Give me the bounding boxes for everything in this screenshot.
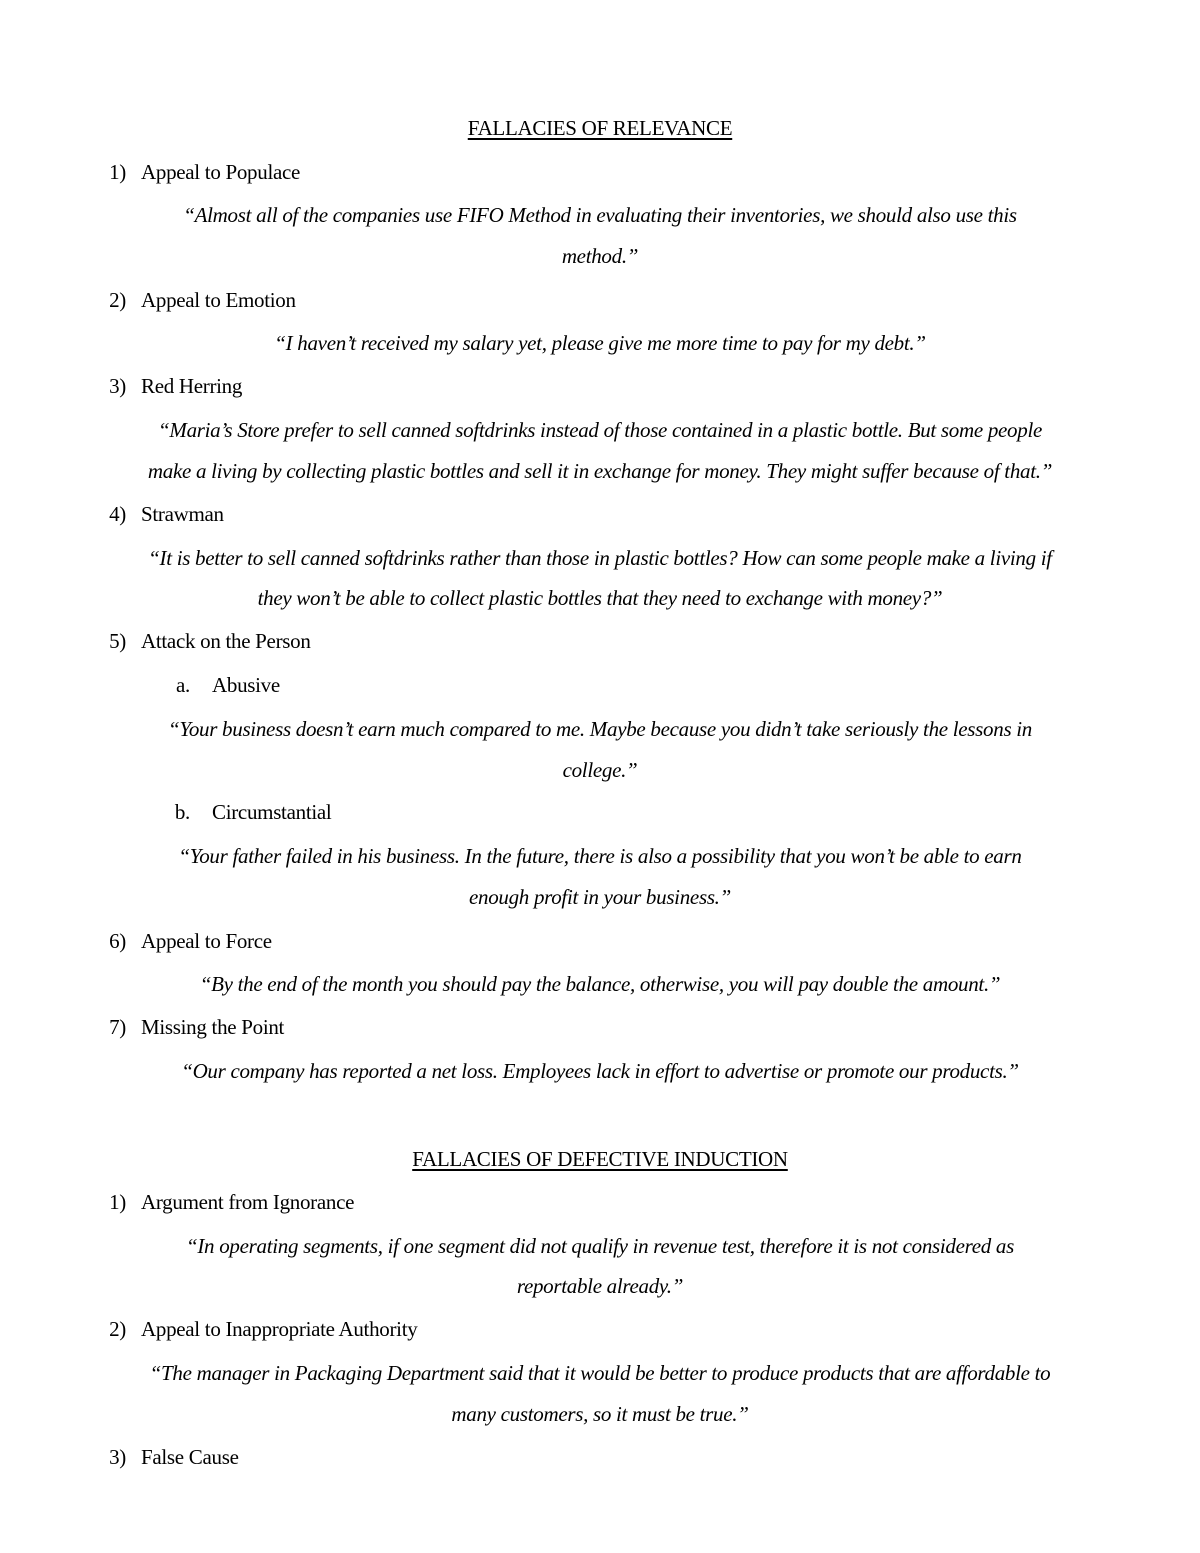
item-number: 3) [109,374,126,398]
example-quote-line: college.” [562,758,638,782]
example-quote-line: “Your father failed in his business. In the future, there is also a possibility that you won’t be able to earn [178,844,1022,868]
subitem-label: Abusive [212,673,280,697]
item-number: 7) [109,1015,126,1039]
item-label: Attack on the Person [141,629,311,653]
item-number: 4) [109,502,126,526]
example-quote-line: “Maria’s Store prefer to sell canned softdrinks instead of those contained in a plastic bottle. But some people [158,418,1042,442]
item-label: Red Herring [141,374,243,398]
subitem-letter: b. [174,800,190,824]
example-quote-line: “Almost all of the companies use FIFO Method in evaluating their inventories, we should also use this [183,203,1017,227]
section-heading: FALLACIES OF RELEVANCE [467,116,733,140]
item-label: Appeal to Emotion [141,288,296,312]
item-number: 3) [109,1445,126,1469]
item-label: Missing the Point [141,1015,285,1039]
example-quote-line: method.” [561,244,639,268]
item-number: 5) [109,629,126,653]
subitem-letter: a. [176,673,190,697]
example-quote-line: “Our company has reported a net loss. Employees lack in effort to advertise or promote our products.” [181,1059,1019,1083]
item-number: 2) [109,1317,126,1341]
item-number: 1) [109,1190,126,1214]
example-quote-line: “Your business doesn’t earn much compared to me. Maybe because you didn’t take seriously the lessons in [167,717,1032,741]
section-heading: FALLACIES OF DEFECTIVE INDUCTION [412,1147,788,1171]
example-quote-line: “The manager in Packaging Department said that it would be better to produce products that are affordable to [149,1361,1051,1385]
item-label: Appeal to Force [141,929,272,953]
example-quote-line: “I haven’t received my salary yet, please give me more time to pay for my debt.” [274,331,926,355]
item-number: 1) [109,160,126,184]
example-quote-line: make a living by collecting plastic bottles and sell it in exchange for money. They might suffer because of that.” [147,459,1053,483]
item-label: Appeal to Populace [141,160,301,184]
item-label: Argument from Ignorance [141,1190,355,1214]
item-label: False Cause [141,1445,239,1469]
item-number: 2) [109,288,126,312]
item-number: 6) [109,929,126,953]
example-quote-line: “In operating segments, if one segment did not qualify in revenue test, therefore it is not considered as [185,1234,1014,1258]
item-label: Strawman [141,502,224,526]
subitem-label: Circumstantial [212,800,332,824]
example-quote-line: “By the end of the month you should pay the balance, otherwise, you will pay double the amount.” [199,972,1001,996]
example-quote-line: enough profit in your business.” [468,885,732,909]
example-quote-line: many customers, so it must be true.” [451,1402,749,1426]
example-quote-line: they won’t be able to collect plastic bottles that they need to exchange with money?” [257,586,943,610]
example-quote-line: reportable already.” [516,1274,684,1298]
example-quote-line: “It is better to sell canned softdrinks rather than those in plastic bottles? How can some people make a living if [148,546,1052,570]
item-label: Appeal to Inappropriate Authority [141,1317,418,1341]
